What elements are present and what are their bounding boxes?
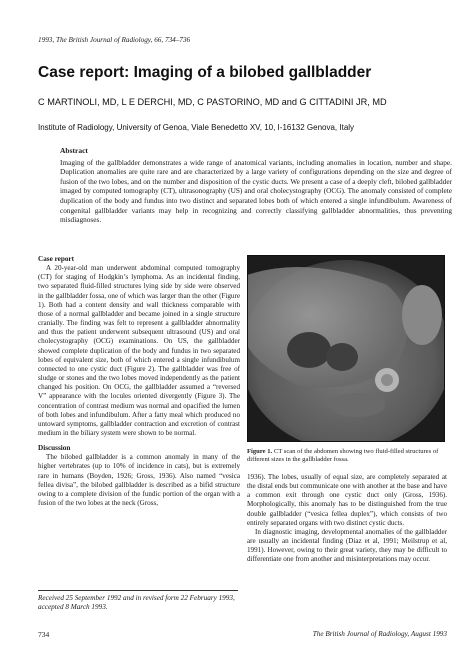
figure-caption-label: Figure 1.: [247, 448, 273, 455]
figure-caption-text: CT scan of the abdomen showing two fluid-filled structures of different sizes in the gallbladder fossa.: [247, 448, 439, 464]
right-paragraph-2: In diagnostic imaging, developmental anomalies of the gallbladder are usually an incidental finding (Diaz et al, 1991; Meilstrup et al, 1991). However, owing to their great variety, they may be difficult to differentiate one from another and misinterpretations may occur.: [247, 527, 447, 564]
abstract-text: Imaging of the gallbladder demonstrates a wide range of anatomical variants, including anomalies in location, number and shape. Duplication anomalies are quite rare and are characterized by a large variety of configurations depending on the size and degree of fusion of the two lobes, and on the number and disposition of the cystic ducts. We present a case of a deeply cleft, bilobed gallbladder imaged by computed tomography (CT), ultrasonography (US) and oral cholecystography (OCG). The anomaly consisted of complete duplication of the body and fundus into two distinct and separated lobes both of which entered a single infundibulum. Awareness of congenital gallbladder variants may help in recognizing and correctly classifying gallbladder abnormalities, thus preventing misdiagnoses.: [60, 157, 452, 225]
abstract-heading: Abstract: [60, 146, 88, 155]
right-column: [247, 473, 447, 565]
case-report-text: A 20-year-old man underwent abdominal computed tomography (CT) for staging of Hodgkin’s lymphoma. As an incidental finding, two separated fluid-filled structures lying side by side were observed in the gallbladder fossa, one of which was larger than the other (Figure 1). Both had a content density and wall thickness comparable with those of a normal gallbladder and became joined in a single structure cranially. The finding was felt to represent a gallbladder abnormality and thus the patient underwent subsequent ultrasound (US) and oral cholecystography (OCG) examinations. On US, the gallbladder showed complete duplication of the body and fundus in two separated lobes of equivalent size, both of which entered a single infundibulum connected to one cystic duct (Figure 2). The gallbladder was free of sludge or stones and the two lobes moved independently as the patient changed his position. On OCG, the gallbladder assumed a “reversed V” appearance with the locules oriented divergently (Figure 3). The concentration of contrast medium was normal and opacified the lumen of both lobes and infundibulum. After a fatty meal which produced no untoward symptoms, gallbladder contraction and excretion of contrast medium in the biliary system were shown to be normal.: [38, 264, 240, 437]
ct-scan-graphic: [247, 255, 445, 442]
figure-caption: [247, 448, 445, 464]
ct-scan-image: [247, 255, 445, 442]
journal-footer: The British Journal of Radiology, August 1993: [312, 630, 447, 638]
footnote-divider: [38, 590, 238, 591]
right-paragraph-1: 1936). The lobes, usually of equal size, are completely separated at the distal ends but communicate one with another at the base and have a common exit through one cystic duct only (Gross, 1936). Morphologically, this anomaly has to be distinguished from the true double gallbladder (“vesica fellea duplex”), which consists of two entirely separated organs with two distinct cystic ducts.: [247, 473, 447, 527]
discussion-heading: Discussion: [38, 444, 71, 453]
case-report-heading: Case report: [38, 255, 74, 263]
running-header: 1993, The British Journal of Radiology, 66, 734–736: [38, 36, 191, 44]
discussion-text: The bilobed gallbladder is a common anomaly in many of the higher vertebrates (up to 10% of incidence in cats), but is extremely rare in humans (Boyden, 1926; Gross, 1936). Also named “vesica fellea divisa”, the bilobed gallbladder is described as a bifid structure owing to a complete division of the fundic portion of the organ with a fusion of the two lobes at the neck (Gross,: [38, 453, 240, 508]
received-date-note: Received 25 September 1992 and in revised form 22 February 1993, accepted 8 March 1993.: [38, 594, 235, 611]
affiliation: Institute of Radiology, University of Genoa, Viale Benedetto XV, 10, I-16132 Genova, Italy: [38, 123, 355, 132]
author-list: C MARTINOLI, MD, L E DERCHI, MD, C PASTORINO, MD and G CITTADINI JR, MD: [38, 97, 387, 107]
abstract-section: [60, 146, 452, 225]
article-title: Case report: Imaging of a bilobed gallbladder: [38, 64, 372, 81]
page-number: 734: [38, 630, 50, 639]
left-column: [38, 255, 240, 508]
